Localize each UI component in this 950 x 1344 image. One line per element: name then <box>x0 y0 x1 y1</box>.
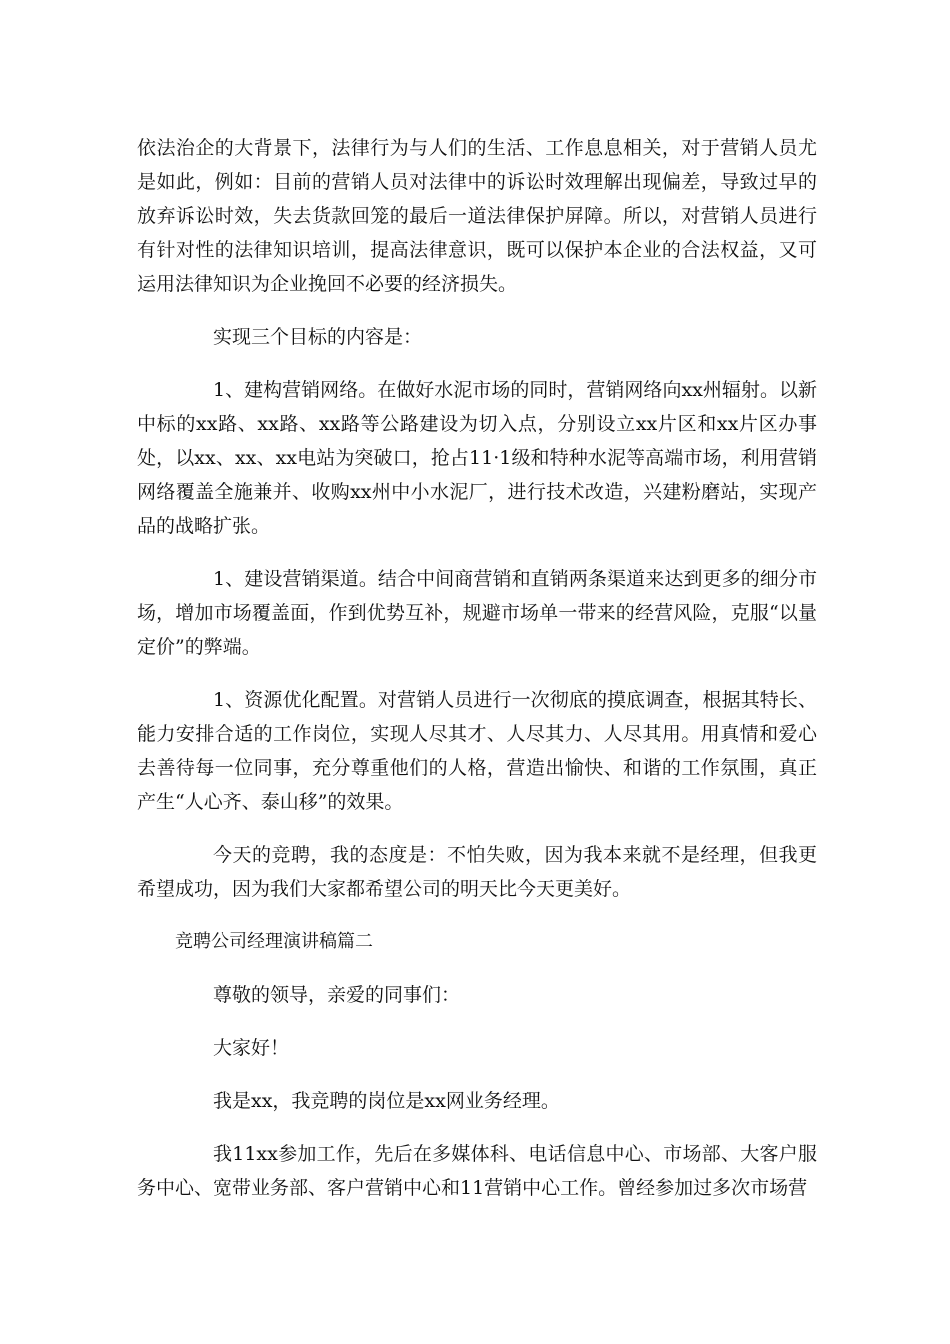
section-heading-speech-two: 竞聘公司经理演讲稿篇二 <box>175 931 373 952</box>
paragraph-work-history: 我11xx参加工作，先后在多媒体科、电话信息中心、市场部、大客户服务中心、宽带业务部、客户营销中心和11营销中心工作。曾经参加过多次市场营 <box>137 1143 817 1199</box>
paragraph-legal-training: 依法治企的大背景下，法律行为与人们的生活、工作息息相关，对于营销人员尤是如此，例如：目前的营销人员对法律中的诉讼时效理解出现偏差，导致过早的放弃诉讼时效，失去货款回笼的最后一道法律保护屏障。所以，对营销人员进行有针对性的法律知识培训，提高法律意识，既可以保护本企业的合法权益，又可运用法律知识为企业挽回不必要的经济损失。 <box>137 137 817 295</box>
paragraph-salutation: 尊敬的领导，亲爱的同事们： <box>213 984 461 1006</box>
document-body <box>137 131 817 1224</box>
paragraph-resource-allocation: 1、资源优化配置。对营销人员进行一次彻底的摸底调查，根据其特长、能力安排合适的工作岗位，实现人尽其才、人尽其力、人尽其用。用真情和爱心去善待每一位同事，充分尊重他们的人格，营造出愉快、和谐的工作氛围，真正产生“人心齐、泰山移”的效果。 <box>137 689 817 813</box>
paragraph-attitude: 今天的竞聘，我的态度是：不怕失败，因为我本来就不是经理，但我更希望成功，因为我们大家都希望公司的明天比今天更美好。 <box>137 844 817 900</box>
paragraph-self-introduction: 我是xx，我竞聘的岗位是xx网业务经理。 <box>213 1090 560 1112</box>
paragraph-sales-network: 1、建构营销网络。在做好水泥市场的同时，营销网络向xx州辐射。以新中标的xx路、xx路、xx路等公路建设为切入点，分别设立xx片区和xx片区办事处，以xx、xx、xx电站为突破口，抢占11·1级和特种水泥等高端市场，利用营销网络覆盖全施兼并、收购xx州中小水泥厂，进行技术改造，兴建粉磨站，实现产品的战略扩张。 <box>137 379 817 537</box>
paragraph-three-goals-intro: 实现三个目标的内容是： <box>213 326 423 348</box>
paragraph-greeting: 大家好！ <box>213 1037 290 1059</box>
paragraph-sales-channels: 1、建设营销渠道。结合中间商营销和直销两条渠道来达到更多的细分市场，增加市场覆盖面，作到优势互补，规避市场单一带来的经营风险，克服“以量定价”的弊端。 <box>137 568 817 658</box>
